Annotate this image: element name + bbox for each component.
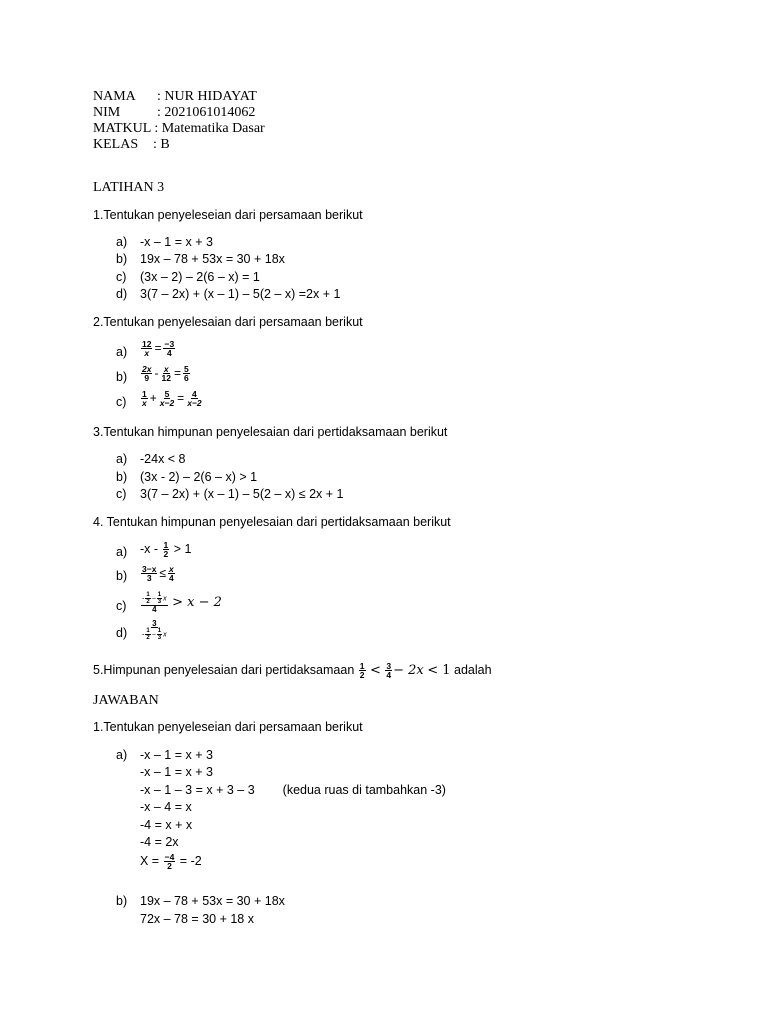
jawaban-title: JAWABAN: [93, 693, 159, 708]
q1d-label: d): [116, 287, 128, 301]
q2b-equation: $\frac{2x}{9}$ - $\frac{x}{12}$ = $\frac{5}{6}$: [142, 364, 189, 383]
q1-prompt: 1.Tentukan penyeleseian dari persamaan berikut: [93, 208, 363, 222]
q4a-label: a): [116, 545, 128, 559]
nama-key: NAMA: [93, 89, 136, 104]
q3b-inequality: (3x - 2) – 2(6 – x) > 1: [140, 470, 258, 484]
q3b-label: b): [116, 470, 128, 484]
kelas-key: KELAS: [93, 137, 139, 152]
q2c-equation: $\frac{1}{x}$ + $\frac{5}{x-2}$ = $\frac{4}{x-2}$: [142, 389, 202, 408]
q1a-equation: -x – 1 = x + 3: [140, 235, 213, 249]
q3c-inequality: 3(7 – 2x) + (x – 1) – 5(2 – x) ≤ 2x + 1: [140, 487, 344, 501]
header-nim: [93, 105, 255, 120]
jawaban-a-note: (kedua ruas di tambahkan -3): [282, 783, 446, 797]
header-nama: [93, 89, 257, 104]
q3c-label: c): [116, 487, 127, 501]
q3a-inequality: -24x < 8: [140, 452, 186, 466]
q4b-inequality: $\frac{3-x}{3}$ ≤ $\frac{x}{4}$: [142, 564, 174, 583]
q1c-equation: (3x – 2) – 2(6 – x) = 1: [140, 270, 260, 284]
q2c-label: c): [116, 395, 127, 409]
nim-key: NIM: [93, 105, 121, 120]
jawaban-b-label: b): [116, 894, 128, 908]
jawaban-a-line-1: -x – 1 = x + 3: [140, 748, 213, 762]
q3-prompt: 3.Tentukan himpunan penyelesaian dari pertidaksamaan berikut: [93, 425, 448, 439]
jawaban-q1-prompt: 1.Tentukan penyeleseian dari persamaan berikut: [93, 720, 363, 734]
kelas-value: : B: [153, 137, 170, 152]
q3a-label: a): [116, 452, 128, 466]
q4d-expression: 3 - $\frac{1}{2}$ − $\frac{1}{3}$ x: [142, 619, 167, 641]
q1a-label: a): [116, 235, 128, 249]
nama-value: : NUR HIDAYAT: [157, 89, 257, 104]
q1b-equation: 19x – 78 + 53x = 30 + 18x: [140, 252, 285, 266]
jawaban-a-line-4: -x – 4 = x: [140, 800, 192, 814]
q1c-label: c): [116, 270, 127, 284]
jawaban-b-line-1: 19x – 78 + 53x = 30 + 18x: [140, 894, 285, 908]
q1b-label: b): [116, 252, 128, 266]
q2b-label: b): [116, 370, 128, 384]
nim-value: : 2021061014062: [157, 105, 256, 120]
jawaban-a-line-2: -x – 1 = x + 3: [140, 765, 213, 779]
q4b-label: b): [116, 569, 128, 583]
q5-prompt: 5.Himpunan penyelesaian dari pertidaksamaan $\frac{1}{2}$ < $\frac{3}{4}$ − 2x < 1 adalah: [93, 661, 492, 680]
matkul-key: MATKUL: [93, 121, 151, 136]
q4c-label: c): [116, 599, 127, 613]
jawaban-a-final: X = $\frac{-4}{2}$ = -2: [140, 852, 202, 871]
q4a-inequality: -x - $\frac{1}{2}$ > 1: [140, 540, 192, 559]
jawaban-a-line-5: -4 = x + x: [140, 818, 193, 832]
header-matkul: [93, 121, 265, 136]
q2a-equation: $\frac{12}{x}$ = $\frac{-3}{4}$: [142, 339, 175, 358]
q4c-inequality: - $\frac{1}{2}$ − $\frac{1}{3}$ x 4 > x − 2: [142, 592, 222, 614]
header-kelas: [93, 137, 170, 152]
matkul-value: : Matematika Dasar: [154, 121, 265, 136]
jawaban-a-line-3: -x – 1 – 3 = x + 3 – 3 (kedua ruas di tambahkan -3): [140, 783, 446, 797]
jawaban-a-line-6: -4 = 2x: [140, 835, 179, 849]
q4d-label: d): [116, 626, 128, 640]
q1d-equation: 3(7 – 2x) + (x – 1) – 5(2 – x) =2x + 1: [140, 287, 341, 301]
q4-prompt: 4. Tentukan himpunan penyelesaian dari pertidaksamaan berikut: [93, 515, 451, 529]
q2-prompt: 2.Tentukan penyelesaian dari persamaan berikut: [93, 315, 363, 329]
jawaban-b-line-2: 72x – 78 = 30 + 18 x: [140, 912, 254, 926]
jawaban-a-label: a): [116, 748, 128, 762]
q2a-label: a): [116, 345, 128, 359]
latihan-title: LATIHAN 3: [93, 180, 165, 195]
